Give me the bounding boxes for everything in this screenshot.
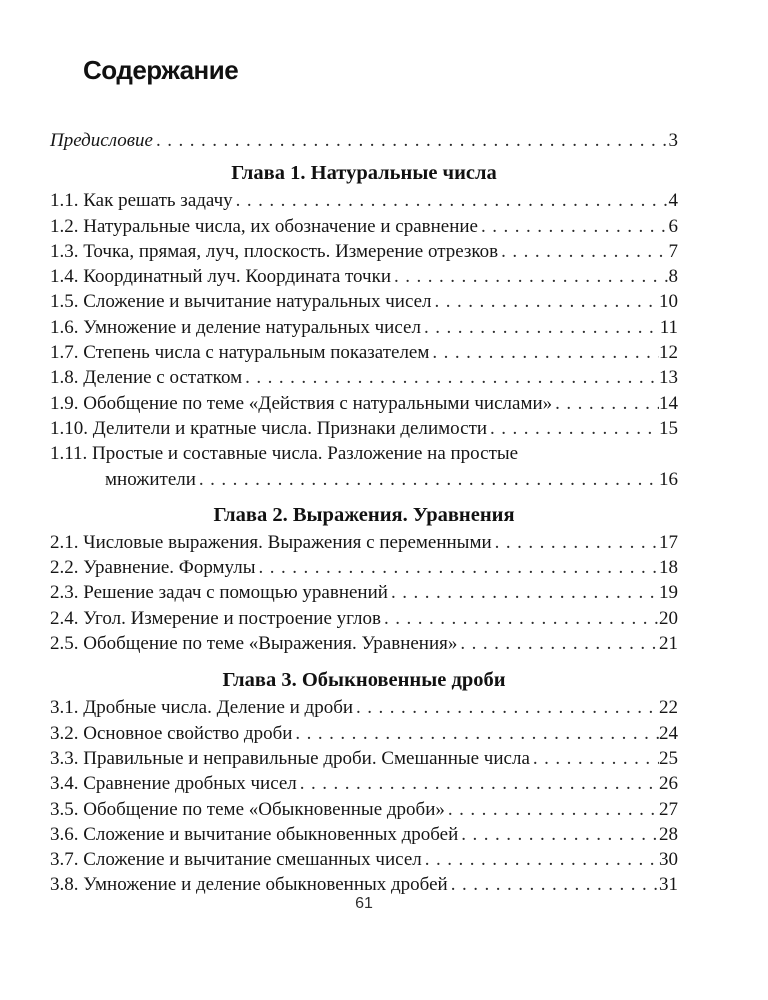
toc-entry-page: 13 xyxy=(659,367,678,389)
toc-entry-label: 1.6. Умножение и деление натуральных чисел xyxy=(50,316,421,338)
toc-entry-page: 24 xyxy=(659,722,678,744)
toc-entry-label: 2.1. Числовые выражения. Выражения с переменными xyxy=(50,531,492,553)
dot-leader xyxy=(533,746,659,771)
dot-leader xyxy=(199,467,659,492)
toc-entry-label: 1.9. Обобщение по теме «Действия с натуральными числами» xyxy=(50,392,553,414)
toc-entry-page: 8 xyxy=(668,266,678,288)
toc-entry-page: 28 xyxy=(659,823,678,845)
toc-entry-label: 2.5. Обобщение по теме «Выражения. Уравнения» xyxy=(50,633,458,655)
dot-leader xyxy=(432,340,659,365)
dot-leader xyxy=(236,188,669,213)
chapter-section-1 xyxy=(50,161,678,492)
toc-entry-page: 12 xyxy=(659,342,678,364)
toc-entry xyxy=(50,391,678,416)
toc-entry-page: 26 xyxy=(659,773,678,795)
dot-leader xyxy=(461,822,659,847)
dot-leader xyxy=(495,530,659,555)
toc-entry-page: 7 xyxy=(668,240,678,262)
toc-entry xyxy=(50,606,678,631)
toc-entry-page: 14 xyxy=(659,392,678,414)
toc-entry-page: 20 xyxy=(659,607,678,629)
toc-entry xyxy=(50,847,678,872)
dot-leader xyxy=(501,239,668,264)
toc-entry xyxy=(50,580,678,605)
toc-entry-page: 6 xyxy=(668,215,678,237)
chapter-heading: Глава 3. Обыкновенные дроби xyxy=(222,669,506,692)
toc-entry xyxy=(50,695,678,720)
dot-leader xyxy=(435,289,659,314)
toc-entry xyxy=(50,340,678,365)
toc-entry xyxy=(50,289,678,314)
page-number: 61 xyxy=(355,895,373,912)
toc-entry-preface xyxy=(50,128,678,153)
toc-entry-label: 1.4. Координатный луч. Координата точки xyxy=(50,266,392,288)
dot-leader xyxy=(490,416,659,441)
toc-entry xyxy=(50,188,678,213)
toc-entry-label: 1.1. Как решать задачу xyxy=(50,190,233,212)
dot-leader xyxy=(391,580,659,605)
toc-entry-two-line xyxy=(50,441,678,492)
toc-entry-label: 3.4. Сравнение дробных чисел xyxy=(50,773,297,795)
toc-entry-label: 3.7. Сложение и вычитание смешанных чисел xyxy=(50,849,422,871)
dot-leader xyxy=(555,391,659,416)
toc-entry-label: Предисловие xyxy=(50,130,153,151)
chapter-section-3 xyxy=(50,668,678,897)
dot-leader xyxy=(295,721,659,746)
toc-entry-label: 1.10. Делители и кратные числа. Признаки делимости xyxy=(50,417,488,439)
chapter-section-2 xyxy=(50,503,678,656)
toc-entry-label: 1.11. Простые и составные числа. Разложение на простые xyxy=(50,443,519,465)
toc-entry xyxy=(50,264,678,289)
dot-leader xyxy=(448,797,659,822)
toc-entry xyxy=(50,530,678,555)
toc-entry xyxy=(50,822,678,847)
toc-entry-label: 3.6. Сложение и вычитание обыкновенных дробей xyxy=(50,823,459,845)
toc-entry xyxy=(50,239,678,264)
toc-entry xyxy=(50,771,678,796)
toc-entry xyxy=(50,721,678,746)
toc-entry-page: 19 xyxy=(659,582,678,604)
toc-entry-label: 3.3. Правильные и неправильные дроби. Смешанные числа xyxy=(50,747,530,769)
toc-entry-page: 22 xyxy=(659,697,678,719)
dot-leader xyxy=(384,606,659,631)
toc-entry-page: 31 xyxy=(659,874,678,896)
toc-entry-page: 27 xyxy=(659,798,678,820)
toc-entry xyxy=(50,631,678,656)
toc-entry-page: 11 xyxy=(659,316,678,338)
toc-entry-label: 2.3. Решение задач с помощью уравнений xyxy=(50,582,388,604)
dot-leader xyxy=(451,872,659,897)
toc-entry-page: 21 xyxy=(659,633,678,655)
page-title: Содержание xyxy=(83,55,239,85)
toc-entry-label-continued: множители xyxy=(105,468,196,490)
dot-leader xyxy=(156,128,669,153)
dot-leader xyxy=(245,365,659,390)
toc-entry-label: 2.4. Угол. Измерение и построение углов xyxy=(50,607,381,629)
toc-entry-page: 3 xyxy=(668,130,678,151)
toc-entry xyxy=(50,746,678,771)
toc-entry-label: 1.3. Точка, прямая, луч, плоскость. Измерение отрезков xyxy=(50,240,499,262)
toc-entry-label: 3.8. Умножение и деление обыкновенных дробей xyxy=(50,874,448,896)
dot-leader xyxy=(258,555,659,580)
dot-leader xyxy=(425,847,659,872)
toc-entry-page: 30 xyxy=(659,849,678,871)
toc-entry-page: 16 xyxy=(659,468,678,490)
toc-entry-label: 1.8. Деление с остатком xyxy=(50,367,243,389)
toc-entry xyxy=(50,872,678,897)
toc-entry xyxy=(50,555,678,580)
toc-entry-label: 1.2. Натуральные числа, их обозначение и сравнение xyxy=(50,215,478,237)
toc-entry xyxy=(50,214,678,239)
chapter-heading: Глава 2. Выражения. Уравнения xyxy=(213,503,515,526)
toc-entry-page: 18 xyxy=(659,557,678,579)
dot-leader xyxy=(394,264,668,289)
toc-entry-page: 17 xyxy=(659,531,678,553)
toc-entry-label: 3.1. Дробные числа. Деление и дроби xyxy=(50,697,354,719)
toc-entry-label: 1.7. Степень числа с натуральным показателем xyxy=(50,342,430,364)
dot-leader xyxy=(300,771,659,796)
toc-entry-page: 15 xyxy=(659,417,678,439)
dot-leader xyxy=(356,695,659,720)
dot-leader xyxy=(481,214,669,239)
toc-entry-label: 1.5. Сложение и вычитание натуральных чисел xyxy=(50,291,432,313)
toc-entry-label: 3.5. Обобщение по теме «Обыкновенные дроби» xyxy=(50,798,445,820)
toc-entry-label: 2.2. Уравнение. Формулы xyxy=(50,557,256,579)
toc-entry xyxy=(50,797,678,822)
toc-entry xyxy=(50,365,678,390)
toc-entry-label: 3.2. Основное свойство дроби xyxy=(50,722,293,744)
dot-leader xyxy=(424,315,660,340)
toc-entry-page: 4 xyxy=(668,190,678,212)
toc-entry-page: 10 xyxy=(659,291,678,313)
chapter-heading: Глава 1. Натуральные числа xyxy=(231,162,497,185)
toc-entry-page: 25 xyxy=(659,747,678,769)
toc-entry xyxy=(50,315,678,340)
toc-entry xyxy=(50,416,678,441)
dot-leader xyxy=(460,631,659,656)
